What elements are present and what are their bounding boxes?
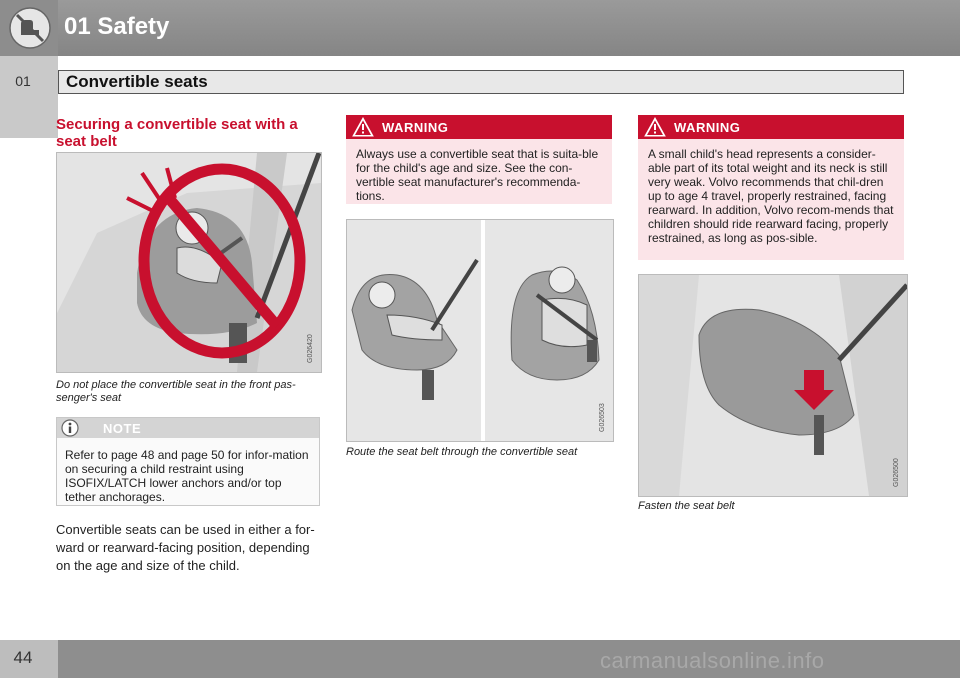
warning-box xyxy=(638,115,904,260)
page-number: 44 xyxy=(13,648,33,667)
figure-route-belt xyxy=(346,219,614,442)
figure-code: G026420 xyxy=(307,334,314,363)
warning-text: Always use a convertible seat that is suita-ble for the child's age and size. See the con-vertible seat manufacturer's recommenda-tions. xyxy=(356,147,599,203)
subsection-heading: Securing a convertible seat with a seat belt xyxy=(56,116,298,150)
warning-label: WARNING xyxy=(382,120,449,135)
warning-triangle-icon xyxy=(352,117,374,137)
header-bar xyxy=(58,0,960,56)
figure-fasten-belt xyxy=(638,274,908,497)
safety-logo-icon xyxy=(8,6,52,50)
figure-caption: Do not place the convertible seat in the front pas-senger's seat xyxy=(56,379,296,404)
illustration-fasten-belt xyxy=(639,275,907,496)
body-paragraph: Convertible seats can be used in either a for-ward or rearward-facing position, depending on the age and size of the child. xyxy=(56,522,315,573)
warning-text: A small child's head represents a consider-able part of its total weight and its neck is still very weak. Volvo recommends that chil-dren up to age 4 travel, properly restrained, facing rearward. In addition, Volvo recom-mends that children should ride rearward facing, properly restrained, as long as pos-sible. xyxy=(648,147,894,245)
note-label: NOTE xyxy=(103,421,142,436)
prohibition-icon xyxy=(137,161,307,361)
section-title: Convertible seats xyxy=(66,72,208,91)
note-text: Refer to page 48 and page 50 for infor-mation on securing a child restraint using ISOFIX/LATCH lower anchors and/or top tether anchorages. xyxy=(65,448,309,504)
side-tab xyxy=(0,56,58,138)
warning-label: WARNING xyxy=(674,120,741,135)
chapter-title: 01 Safety xyxy=(64,13,170,40)
warning-box xyxy=(346,115,612,204)
side-tab-number: 01 xyxy=(15,73,31,89)
info-icon xyxy=(61,419,79,437)
figure-code: G026503 xyxy=(599,403,606,432)
note-header xyxy=(57,418,319,438)
figure-caption: Route the seat belt through the convertible seat xyxy=(346,446,578,458)
illustration-route-belt xyxy=(347,220,613,441)
watermark: carmanualsonline.info xyxy=(600,648,825,673)
footer-bar xyxy=(58,640,960,678)
warning-triangle-icon xyxy=(644,117,666,137)
figure-front-seat-prohibited xyxy=(56,152,322,373)
figure-caption: Fasten the seat belt xyxy=(638,500,735,512)
note-box xyxy=(56,417,320,506)
figure-code: G026500 xyxy=(893,458,900,487)
